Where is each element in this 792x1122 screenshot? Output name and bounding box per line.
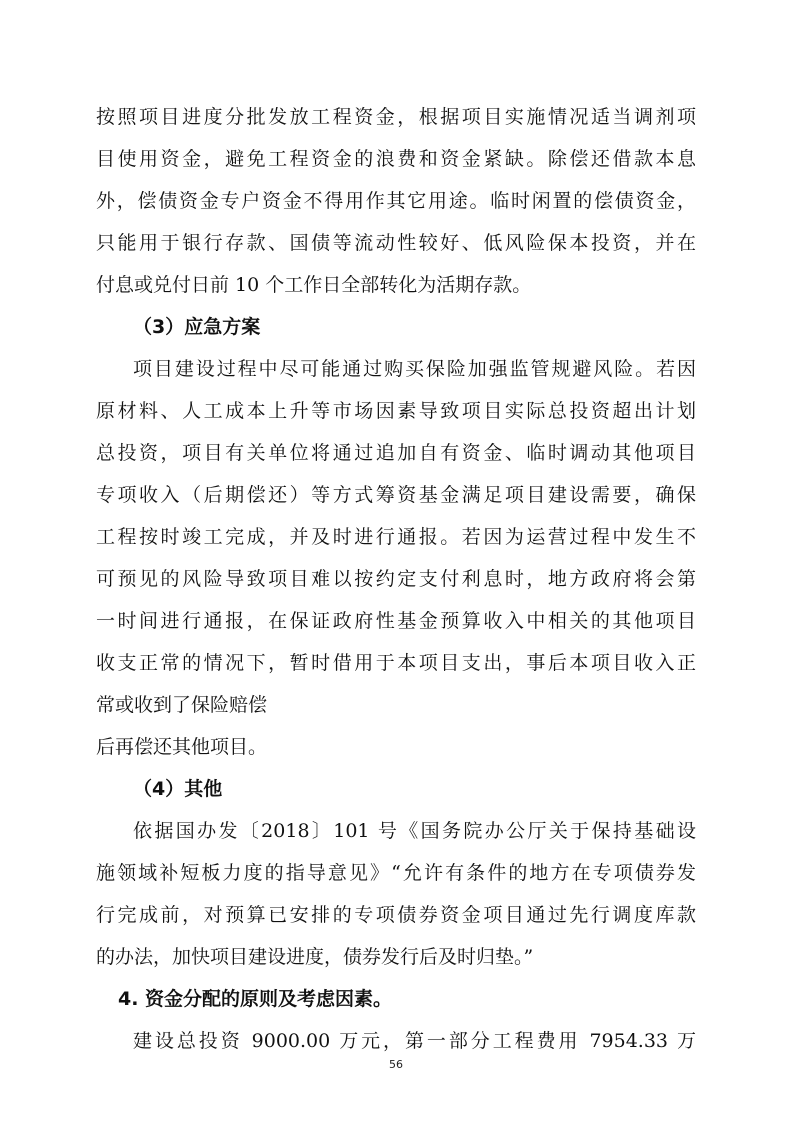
text-line: 目使用资金，避免工程资金的浪费和资金紧缺。除偿还借款本息	[96, 148, 696, 170]
text-line: 外，偿债资金专户资金不得用作其它用途。临时闲置的偿债资金，	[96, 190, 696, 212]
text-line: 行完成前，对预算已安排的专项债券资金项目通过先行调度库款	[96, 904, 696, 926]
text-line: 收支正常的情况下，暂时借用于本项目支出，事后本项目收入正	[96, 652, 696, 674]
text-line: 只能用于银行存款、国债等流动性较好、低风险保本投资，并在	[96, 232, 696, 254]
subsection-heading: （4）其他	[133, 778, 223, 800]
text-line: 原材料、人工成本上升等市场因素导致项目实际总投资超出计划	[96, 400, 696, 422]
text-line: 工程按时竣工完成，并及时进行通报。若因为运营过程中发生不	[96, 526, 696, 548]
text-line: 后再偿还其他项目。	[96, 736, 268, 758]
text-line: 一时间进行通报，在保证政府性基金预算收入中相关的其他项目	[96, 610, 696, 632]
text-line: 专项收入（后期偿还）等方式筹资基金满足项目建设需要，确保	[96, 484, 696, 506]
text-line: 可预见的风险导致项目难以按约定支付利息时，地方政府将会第	[96, 568, 696, 590]
text-line: 依据国办发〔2018〕101 号《国务院办公厅关于保持基础设	[133, 820, 696, 842]
text-line: 总投资，项目有关单位将通过追加自有资金、临时调动其他项目	[96, 442, 696, 464]
text-line: 按照项目进度分批发放工程资金，根据项目实施情况适当调剂项	[96, 106, 696, 128]
text-line: 项目建设过程中尽可能通过购买保险加强监管规避风险。若因	[133, 358, 696, 380]
text-line: 常或收到了保险赔偿	[96, 694, 268, 716]
text-line: 建设总投资 9000.00 万元，第一部分工程费用 7954.33 万	[133, 1030, 696, 1052]
section-heading: 4. 资金分配的原则及考虑因素。	[118, 988, 393, 1010]
text-line: 的办法，加快项目建设进度，债券发行后及时归垫。”	[96, 946, 534, 968]
text-line: 施领域补短板力度的指导意见》“允许有条件的地方在专项债券发	[96, 862, 696, 884]
subsection-heading: （3）应急方案	[133, 316, 261, 338]
text-line: 付息或兑付日前 10 个工作日全部转化为活期存款。	[96, 274, 532, 296]
page-number: 56	[389, 1058, 403, 1071]
